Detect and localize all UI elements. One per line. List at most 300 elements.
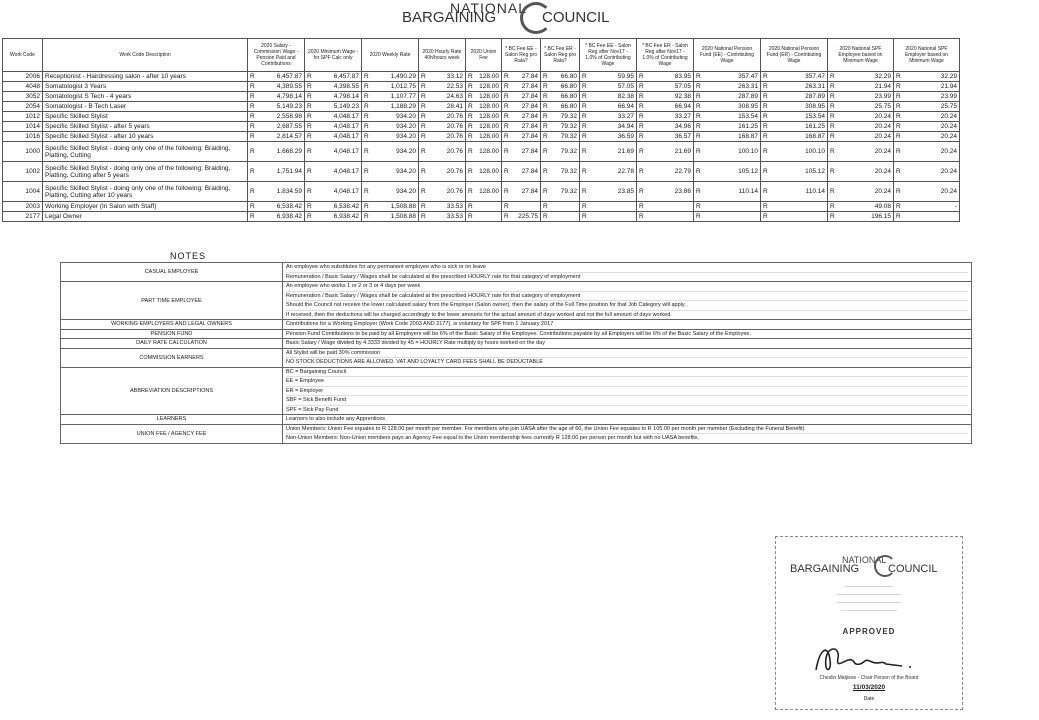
currency-symbol: R <box>250 148 255 155</box>
value-cell <box>305 112 362 122</box>
currency-symbol: R <box>421 103 426 110</box>
notes-line: An employee who works 1 or 2 or 3 or 4 days per week <box>286 282 968 292</box>
cell-value: 20.76 <box>446 168 463 175</box>
stamp-fine-print-line: —————————————— <box>841 607 897 612</box>
cell-value: 4,048.17 <box>333 148 359 155</box>
value-cell <box>580 202 637 212</box>
currency-symbol: R <box>639 213 644 220</box>
value-cell <box>894 82 960 92</box>
cell-value: 25.75 <box>940 103 957 110</box>
value-cell <box>828 112 894 122</box>
currency-symbol: R <box>896 103 901 110</box>
currency-symbol: R <box>543 133 548 140</box>
cell-value: 27.84 <box>521 188 538 195</box>
column-header: Work Code Description <box>43 39 248 72</box>
value-cell <box>502 122 541 132</box>
value-cell <box>305 162 362 182</box>
value-cell <box>502 182 541 202</box>
notes-row <box>61 348 972 367</box>
currency-symbol: R <box>830 203 835 210</box>
currency-symbol: R <box>504 203 509 210</box>
approval-stamp <box>775 536 963 710</box>
work-description-cell: Specific Skilled Stylist - doing only one of the following: Braiding, Platting, Cutting after 5 years <box>43 162 248 182</box>
value-cell <box>894 182 960 202</box>
value-cell <box>828 202 894 212</box>
currency-symbol: R <box>830 188 835 195</box>
cell-value: 934.20 <box>396 148 416 155</box>
currency-symbol: R <box>543 103 548 110</box>
value-cell <box>828 72 894 82</box>
currency-symbol: R <box>468 113 473 120</box>
value-cell <box>466 102 502 112</box>
cell-value: 79.32 <box>560 148 577 155</box>
currency-symbol: R <box>421 203 426 210</box>
cell-value: 79.32 <box>560 133 577 140</box>
cell-value: 934.20 <box>396 133 416 140</box>
notes-line: Learners to also include any Apprentices <box>286 416 386 422</box>
cell-value: 20.24 <box>940 113 957 120</box>
cell-value: 6,938.42 <box>276 213 302 220</box>
value-cell <box>894 72 960 82</box>
value-cell <box>694 142 761 162</box>
cell-value: 4,798.14 <box>333 93 359 100</box>
value-cell <box>502 72 541 82</box>
value-cell <box>541 102 580 112</box>
table-row <box>3 112 960 122</box>
currency-symbol: R <box>830 148 835 155</box>
cell-value: 4,048.17 <box>333 133 359 140</box>
currency-symbol: R <box>896 93 901 100</box>
stamp-council: COUNCIL <box>888 563 938 575</box>
cell-value: 27.84 <box>521 93 538 100</box>
currency-symbol: R <box>468 168 473 175</box>
cell-value: 23.99 <box>940 93 957 100</box>
value-cell <box>761 82 828 92</box>
value-cell <box>828 132 894 142</box>
column-header: 2020 Hourly Rate 40h/hours week <box>419 39 466 72</box>
work-code-cell: 1000 <box>3 142 43 162</box>
value-cell <box>419 202 466 212</box>
cell-value: 20.24 <box>874 188 891 195</box>
currency-symbol: R <box>639 93 644 100</box>
cell-value: 105.12 <box>805 168 825 175</box>
value-cell <box>362 212 419 222</box>
value-cell <box>761 72 828 82</box>
value-cell <box>466 202 502 212</box>
currency-symbol: R <box>250 168 255 175</box>
cell-value: 168.87 <box>805 133 825 140</box>
value-cell <box>637 142 694 162</box>
cell-value: 28.41 <box>446 103 463 110</box>
value-cell <box>894 122 960 132</box>
value-cell <box>419 132 466 142</box>
cell-value: 287.89 <box>805 93 825 100</box>
notes-text <box>283 424 972 443</box>
currency-symbol: R <box>504 83 509 90</box>
cell-value: 1,188.29 <box>390 103 416 110</box>
value-cell <box>828 92 894 102</box>
value-cell <box>637 132 694 142</box>
cell-value: 128.00 <box>479 83 499 90</box>
value-cell <box>637 212 694 222</box>
value-cell <box>305 82 362 92</box>
cell-value: 22.79 <box>674 168 691 175</box>
currency-symbol: R <box>307 213 312 220</box>
notes-line: SBF = Sick Benefit Fund <box>286 396 968 406</box>
logo-council: COUNCIL <box>542 9 610 26</box>
currency-symbol: R <box>250 213 255 220</box>
value-cell <box>419 122 466 132</box>
value-cell <box>761 102 828 112</box>
notes-line: Basic Salary / Wage divided by 4.3333 divided by 45 = HOURLY Rate multiply by hours worked on the day <box>286 340 545 346</box>
currency-symbol: R <box>504 188 509 195</box>
cell-value: 934.20 <box>396 168 416 175</box>
cell-value: 34.94 <box>617 123 634 130</box>
value-cell <box>894 162 960 182</box>
value-cell <box>637 182 694 202</box>
currency-symbol: R <box>763 203 768 210</box>
currency-symbol: R <box>543 93 548 100</box>
currency-symbol: R <box>639 203 644 210</box>
currency-symbol: R <box>307 93 312 100</box>
cell-value: 128.00 <box>479 148 499 155</box>
value-cell <box>694 212 761 222</box>
currency-symbol: R <box>896 213 901 220</box>
currency-symbol: R <box>582 93 587 100</box>
value-cell <box>761 132 828 142</box>
value-cell <box>637 122 694 132</box>
value-cell <box>541 72 580 82</box>
notes-label: PENSION FUND <box>61 329 283 339</box>
value-cell <box>362 82 419 92</box>
cell-value: - <box>954 203 957 210</box>
notes-row <box>61 282 972 320</box>
value-cell <box>362 122 419 132</box>
notes-label: CASUAL EMPLOYEE <box>61 263 283 282</box>
value-cell <box>502 202 541 212</box>
cell-value: 20.24 <box>874 123 891 130</box>
currency-symbol: R <box>830 123 835 130</box>
cell-value: 33.12 <box>446 73 463 80</box>
work-code-cell: 4048 <box>3 82 43 92</box>
cell-value: 308.95 <box>738 103 758 110</box>
currency-symbol: R <box>307 103 312 110</box>
cell-value: 66.80 <box>560 73 577 80</box>
cell-value: 66.80 <box>560 103 577 110</box>
work-description-cell: Working Employer (In Salon with Staff) <box>43 202 248 212</box>
notes-line: An employee who substitutes for any permanent employee who is sick or on leave <box>286 263 968 273</box>
column-header: 2020 National SPF Employee based on Minimum Wage <box>828 39 894 72</box>
currency-symbol: R <box>543 123 548 130</box>
cell-value: 20.24 <box>940 123 957 130</box>
value-cell <box>828 122 894 132</box>
notes-line: Should the Council not receive the lower calculated salary from the Employer (Salon owner), then the salary of the Full Time position for that Job Category will apply. <box>286 301 968 311</box>
currency-symbol: R <box>364 123 369 130</box>
currency-symbol: R <box>696 168 701 175</box>
value-cell <box>502 92 541 102</box>
value-cell <box>305 182 362 202</box>
cell-value: 4,048.17 <box>333 113 359 120</box>
value-cell <box>694 72 761 82</box>
cell-value: 357.47 <box>805 73 825 80</box>
currency-symbol: R <box>364 93 369 100</box>
value-cell <box>305 102 362 112</box>
currency-symbol: R <box>421 168 426 175</box>
value-cell <box>419 102 466 112</box>
cell-value: 82.38 <box>617 93 634 100</box>
cell-value: 59.95 <box>617 73 634 80</box>
value-cell <box>248 182 305 202</box>
currency-symbol: R <box>830 83 835 90</box>
work-code-cell: 2054 <box>3 102 43 112</box>
currency-symbol: R <box>763 213 768 220</box>
notes-row <box>61 424 972 443</box>
cell-value: 934.20 <box>396 123 416 130</box>
currency-symbol: R <box>582 113 587 120</box>
currency-symbol: R <box>582 148 587 155</box>
currency-symbol: R <box>830 103 835 110</box>
cell-value: 1,490.29 <box>390 73 416 80</box>
table-row <box>3 142 960 162</box>
value-cell <box>761 202 828 212</box>
value-cell <box>580 122 637 132</box>
currency-symbol: R <box>504 123 509 130</box>
currency-symbol: R <box>307 123 312 130</box>
currency-symbol: R <box>639 168 644 175</box>
cell-value: 66.94 <box>617 103 634 110</box>
currency-symbol: R <box>763 123 768 130</box>
value-cell <box>305 122 362 132</box>
value-cell <box>894 202 960 212</box>
currency-symbol: R <box>421 123 426 130</box>
value-cell <box>248 112 305 122</box>
currency-symbol: R <box>504 168 509 175</box>
work-description-cell: Somatologist - B Tech Laser <box>43 102 248 112</box>
work-description-cell: Specific Skilled Stylist <box>43 112 248 122</box>
currency-symbol: R <box>696 83 701 90</box>
notes-line: Remuneration / Basic Salary / Wages shall be calculated at the prescribed HOURLY rate for that category of employment <box>286 273 581 280</box>
notes-table <box>60 262 972 444</box>
value-cell <box>541 92 580 102</box>
notes-line: BC = Bargaining Council <box>286 368 968 378</box>
value-cell <box>637 82 694 92</box>
signature-image <box>806 640 926 678</box>
notes-label: LEARNERS <box>61 415 283 425</box>
notes-label: PART TIME EMPLOYEE <box>61 282 283 320</box>
currency-symbol: R <box>250 73 255 80</box>
cell-value: 20.24 <box>940 168 957 175</box>
work-code-cell: 2006 <box>3 72 43 82</box>
cell-value: 308.95 <box>805 103 825 110</box>
stamp-date-label: Date <box>863 696 875 702</box>
currency-symbol: R <box>696 133 701 140</box>
notes-text <box>283 348 972 367</box>
currency-symbol: R <box>468 123 473 130</box>
value-cell <box>761 92 828 102</box>
currency-symbol: R <box>307 203 312 210</box>
currency-symbol: R <box>830 213 835 220</box>
column-header: * BC Fee ER - Salon Reg after Nov17 - 1.0% of Contributing Wage <box>637 39 694 72</box>
cell-value: 92.38 <box>674 93 691 100</box>
work-description-cell: Specific Skilled Stylist - after 5 years <box>43 122 248 132</box>
value-cell <box>419 92 466 102</box>
cell-value: 36.59 <box>617 133 634 140</box>
notes-row <box>61 415 972 425</box>
value-cell <box>580 162 637 182</box>
value-cell <box>580 182 637 202</box>
currency-symbol: R <box>364 148 369 155</box>
currency-symbol: R <box>421 73 426 80</box>
cell-value: 21.94 <box>874 83 891 90</box>
stamp-approved: APPROVED <box>842 627 896 636</box>
value-cell <box>580 102 637 112</box>
currency-symbol: R <box>307 83 312 90</box>
value-cell <box>580 142 637 162</box>
cell-value: 79.32 <box>560 123 577 130</box>
value-cell <box>580 72 637 82</box>
value-cell <box>362 112 419 122</box>
work-description-cell: Specific Skilled Stylist - doing only one of the following: Braiding, Platting, Cutting <box>43 142 248 162</box>
cell-value: 1,508.88 <box>390 213 416 220</box>
currency-symbol: R <box>639 113 644 120</box>
value-cell <box>828 162 894 182</box>
cell-value: 357.47 <box>738 73 758 80</box>
value-cell <box>248 132 305 142</box>
currency-symbol: R <box>582 123 587 130</box>
currency-symbol: R <box>896 73 901 80</box>
cell-value: 168.87 <box>738 133 758 140</box>
currency-symbol: R <box>468 213 473 220</box>
currency-symbol: R <box>250 203 255 210</box>
currency-symbol: R <box>504 93 509 100</box>
cell-value: 4,048.17 <box>333 123 359 130</box>
notes-row <box>61 263 972 282</box>
value-cell <box>541 112 580 122</box>
value-cell <box>894 142 960 162</box>
cell-value: 20.76 <box>446 188 463 195</box>
work-description-cell: Specific Skilled Stylist - doing only one of the following: Braiding, Platting, Cutting after 10 years <box>43 182 248 202</box>
column-header: 2020 Weekly Rate <box>362 39 419 72</box>
column-header: 2020 Salary - Commission Wage - Pension Paid and Contributions <box>248 39 305 72</box>
notes-line: Remuneration / Basic Salary / Wages shall be calculated at the prescribed HOURLY rate for that category of employment <box>286 292 968 302</box>
table-row <box>3 102 960 112</box>
work-description-cell: Specific Skilled Stylist - after 10 years <box>43 132 248 142</box>
cell-value: 128.00 <box>479 133 499 140</box>
value-cell <box>466 162 502 182</box>
column-header: 2020 National Pension Fund (ER) - Contributing Wage <box>761 39 828 72</box>
currency-symbol: R <box>543 148 548 155</box>
cell-value: 22.53 <box>446 83 463 90</box>
cell-value: 161.25 <box>738 123 758 130</box>
currency-symbol: R <box>582 168 587 175</box>
currency-symbol: R <box>582 213 587 220</box>
value-cell <box>637 72 694 82</box>
notes-row <box>61 367 972 415</box>
cell-value: 196.15 <box>871 213 891 220</box>
value-cell <box>694 122 761 132</box>
cell-value: 57.05 <box>617 83 634 90</box>
value-cell <box>541 122 580 132</box>
cell-value: 128.00 <box>479 168 499 175</box>
currency-symbol: R <box>504 103 509 110</box>
cell-value: 27.84 <box>521 113 538 120</box>
notes-line: Contributions for a Working Employer (Work Code 2003 AND 2177), is voluntary for SPF from 1 January 2017 <box>286 321 554 327</box>
currency-symbol: R <box>696 93 701 100</box>
value-cell <box>541 82 580 92</box>
value-cell <box>362 92 419 102</box>
currency-symbol: R <box>307 168 312 175</box>
currency-symbol: R <box>763 113 768 120</box>
value-cell <box>828 182 894 202</box>
currency-symbol: R <box>582 83 587 90</box>
cell-value: 6,538.42 <box>333 203 359 210</box>
currency-symbol: R <box>364 188 369 195</box>
cell-value: 20.76 <box>446 113 463 120</box>
notes-line: NO STOCK DEDUCTIONS ARE ALLOWED. VAT AND LOYALTY CARD FEES SHALL BE DEDUCTABLE <box>286 359 543 365</box>
value-cell <box>466 72 502 82</box>
cell-value: 79.32 <box>560 168 577 175</box>
value-cell <box>502 212 541 222</box>
value-cell <box>761 212 828 222</box>
cell-value: 161.25 <box>805 123 825 130</box>
currency-symbol: R <box>250 188 255 195</box>
currency-symbol: R <box>896 203 901 210</box>
table-row <box>3 162 960 182</box>
cell-value: 32.29 <box>874 73 891 80</box>
stamp-date: 11/03/2020 <box>852 684 886 691</box>
currency-symbol: R <box>582 188 587 195</box>
currency-symbol: R <box>364 113 369 120</box>
cell-value: 105.12 <box>738 168 758 175</box>
column-header: Work Code <box>3 39 43 72</box>
cell-value: 23.99 <box>874 93 891 100</box>
column-header: * BC Fee ER - Salon Reg pro Rata? <box>541 39 580 72</box>
currency-symbol: R <box>543 203 548 210</box>
column-header: * BC Fee EE - Salon Reg pro Rata? <box>502 39 541 72</box>
notes-text <box>283 320 972 330</box>
work-code-cell: 1012 <box>3 112 43 122</box>
currency-symbol: R <box>468 83 473 90</box>
notes-text <box>283 282 972 320</box>
currency-symbol: R <box>364 213 369 220</box>
notes-line: If received, then the deductions will be charged accordingly to the lower amounts for the actual amount of days worked and not the full amount of days worked. <box>286 311 672 318</box>
currency-symbol: R <box>307 133 312 140</box>
notes-line: EE = Employee <box>286 377 968 387</box>
work-code-cell: 1004 <box>3 182 43 202</box>
stamp-fine-print-line: ———————————— <box>845 583 893 588</box>
value-cell <box>466 212 502 222</box>
value-cell <box>305 92 362 102</box>
currency-symbol: R <box>250 103 255 110</box>
value-cell <box>419 212 466 222</box>
currency-symbol: R <box>421 148 426 155</box>
work-code-cell: 1014 <box>3 122 43 132</box>
notes-label: WORKING EMPLOYERS AND LEGAL OWNERS <box>61 320 283 330</box>
value-cell <box>694 202 761 212</box>
value-cell <box>362 102 419 112</box>
value-cell <box>894 102 960 112</box>
notes-text <box>283 367 972 415</box>
value-cell <box>694 132 761 142</box>
currency-symbol: R <box>543 188 548 195</box>
value-cell <box>502 112 541 122</box>
cell-value: 287.89 <box>738 93 758 100</box>
stamp-chair-person: Cheslin Matjiese - Chair Person of the Board <box>819 675 919 681</box>
cell-value: 2,687.55 <box>276 123 302 130</box>
notes-line: Non-Union Members: Non-Union members pays an Agency Fee equal to the Union membership fees currently R 128.00 per person per month but with no UASA benefits. <box>286 435 700 441</box>
notes-title: NOTES <box>170 251 207 261</box>
notes-text <box>283 339 972 349</box>
